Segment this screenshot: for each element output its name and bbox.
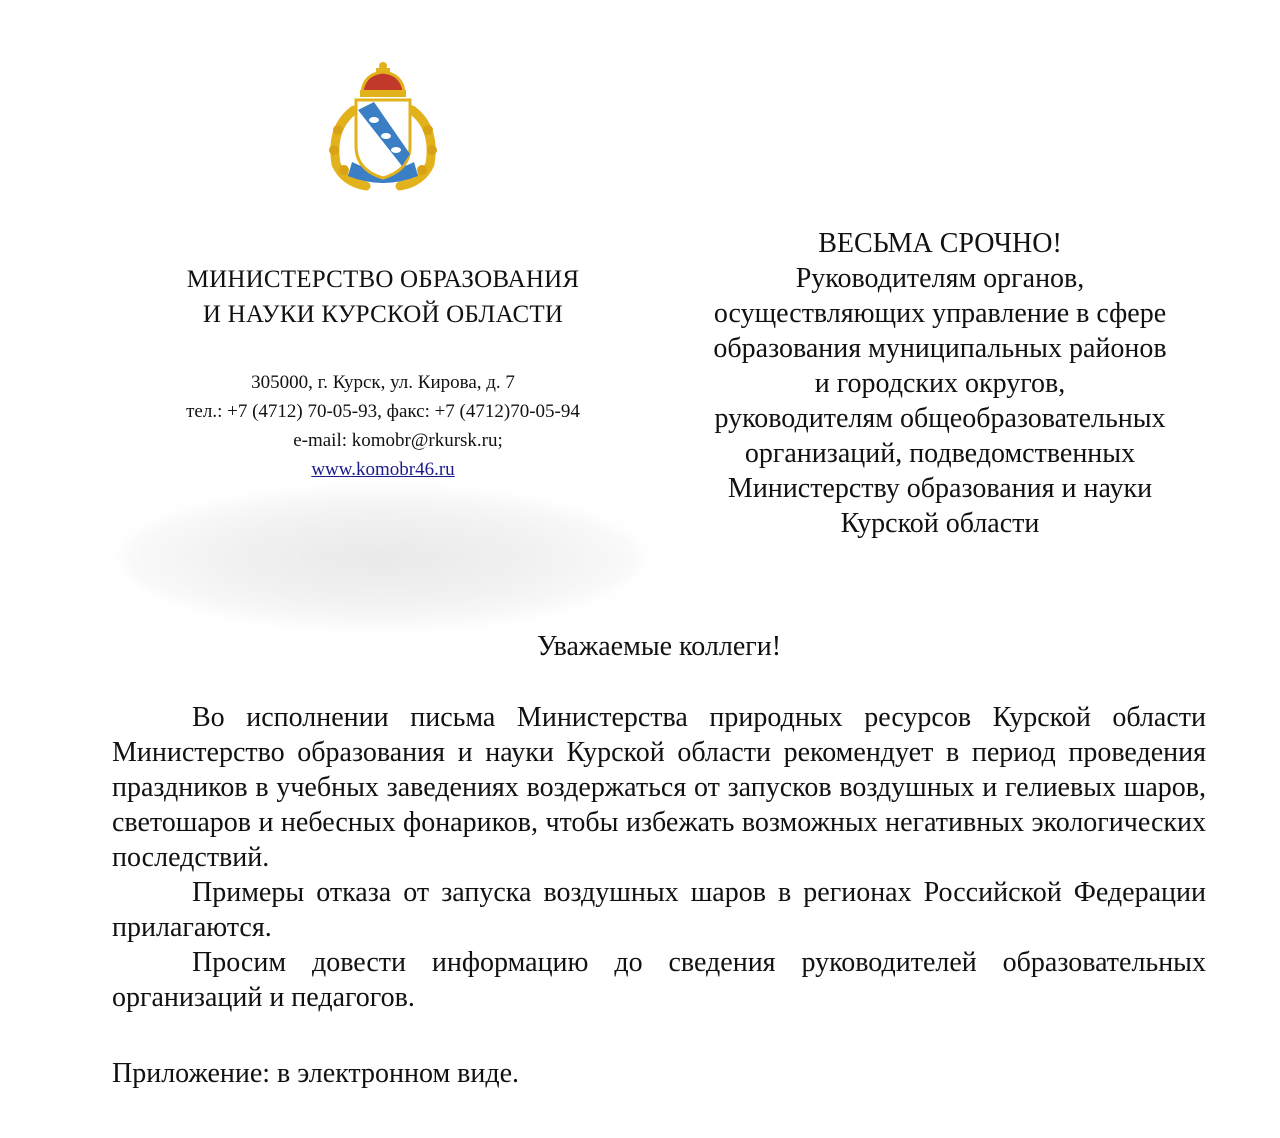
letter-body — [112, 700, 1206, 1015]
body-paragraph: Просим довести информацию до сведения руководителей образовательных организаций и педагогов. — [112, 947, 1206, 1013]
kursk-coat-of-arms-icon — [316, 58, 450, 194]
ministry-name-line2: И НАУКИ КУРСКОЙ ОБЛАСТИ — [202, 301, 564, 328]
redacted-registration-area — [120, 488, 642, 628]
addressee-line: и городских округов, — [814, 368, 1066, 399]
addressee-line: Министерству образования и науки — [727, 473, 1153, 504]
addressee-line: Курской области — [840, 508, 1040, 539]
ministry-name-line1: МИНИСТЕРСТВО ОБРАЗОВАНИЯ — [186, 266, 580, 293]
body-paragraph: Во исполнении письма Министерства природных ресурсов Курской области Министерство образования и науки Курской области рекомендует в период проведения праздников в учебных заведениях воздержаться от запусков воздушных и гелиевых шаров, светошаров и небесных фонариков, чтобы избежать возможных негативных экологических последствий. — [112, 702, 1206, 873]
ministry-name — [122, 262, 644, 332]
greeting: Уважаемые коллеги! — [536, 631, 782, 662]
addressee-line: образования муниципальных районов — [713, 333, 1167, 364]
addressee-line: осуществляющих управление в сфере — [713, 298, 1167, 329]
addressee-line: руководителям общеобразовательных — [714, 403, 1166, 434]
urgency-mark: ВЕСЬМА СРОЧНО! — [818, 228, 1062, 259]
website-link[interactable]: www.komobr46.ru — [311, 459, 455, 480]
attachment-note: Приложение: в электронном виде. — [112, 1058, 520, 1089]
address-text: 305000, г. Курск, ул. Кирова, д. 7 — [251, 372, 515, 393]
phone-fax-text: тел.: +7 (4712) 70-05-93, факс: +7 (4712)70-05-94 — [186, 401, 580, 422]
addressee-line: организаций, подведомственных — [744, 438, 1136, 469]
email-text: e-mail: komobr@rkursk.ru; — [293, 430, 503, 451]
ministry-contacts — [122, 368, 644, 484]
addressee-block — [660, 261, 1220, 541]
addressee-line: Руководителям органов, — [795, 263, 1085, 294]
body-paragraph: Примеры отказа от запуска воздушных шаров в регионах Российской Федерации прилагаются. — [112, 877, 1206, 943]
